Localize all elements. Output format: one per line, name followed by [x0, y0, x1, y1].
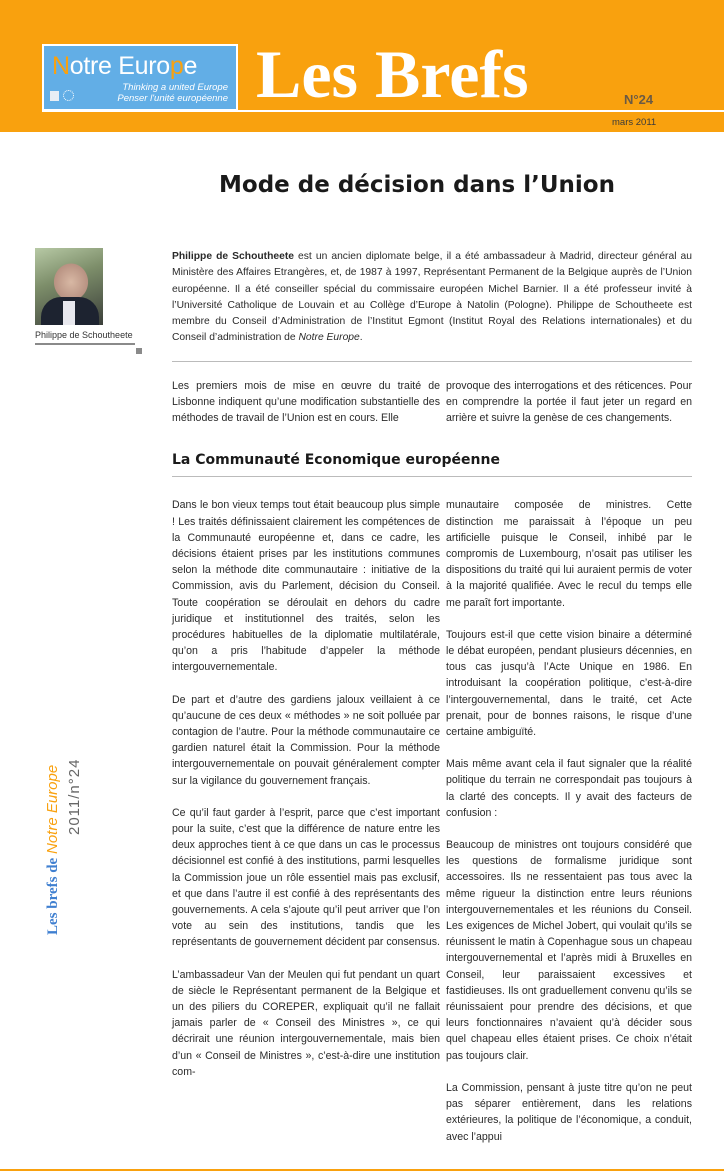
article	[172, 0, 692, 1165]
body-columns	[172, 497, 692, 1144]
paragraph: Dans le bon vieux temps tout était beaucoup plus simple ! Les traités définissaient clairement les compétences de la Communauté européenne et, dans ce cadre, les décisions étaient prises par les institutions communes selon la méthode dite communautaire : initiative de la Commission, avis du Parlement, décision du Conseil. Toute coopération se déroulait en dehors du cadre juridique et institutionnel des traités, selon les procédures habituelles de la diplomatie multilatérale, qu’on a pris l’habitude d’appeler la méthode intergouvernementale.	[172, 499, 440, 674]
footer-rule	[0, 1169, 724, 1171]
issue-number: N°24	[624, 92, 654, 107]
paragraph: Toujours est-il que cette vision binaire a déterminé le débat européen, pendant plusieurs décennies, en tous cas jusqu’à l’Acte Unique en 1986. En introduisant la coopération politique, c’est-à-dire l’intergouvernemental, dans le traité, cet Acte prenait, pour de bonnes raisons, le risque d’une certaine ambiguïté.	[446, 628, 692, 739]
book-icon	[50, 91, 59, 101]
paragraph: Mais même avant cela il faut signaler que la réalité politique du terrain ne correspondait pas toujours à la clarté des concepts. Il y avait des facteurs de confusion :	[446, 758, 692, 819]
series-title: Les Brefs	[256, 36, 529, 112]
intro	[172, 378, 692, 427]
author-photo	[35, 248, 103, 325]
paragraph: La Commission, pensant à juste titre qu’on ne peut pas séparer entièrement, dans les relations extérieures, la politique de l’économique, a conduit, avec l’appui	[446, 1081, 692, 1143]
divider	[172, 476, 692, 477]
photo-caption: Philippe de Schoutheete	[35, 330, 133, 340]
page-title: Mode de décision dans l’Union	[219, 172, 615, 198]
eu-stars-icon	[63, 90, 74, 101]
caption-square	[136, 348, 142, 354]
caption-divider	[35, 343, 135, 345]
right-column	[446, 497, 692, 1144]
logo-name: Notre Europe	[52, 52, 198, 80]
sidebar-issue: 2011/n°24	[66, 758, 83, 835]
logo-tagline: Thinking a united Europe Penser l'unité européenne	[117, 82, 228, 104]
intro-left: Les premiers mois de mise en œuvre du traité de Lisbonne indiquent qu’une modification substantielle des méthodes de travail de l’Union est en cours. Elle	[172, 379, 440, 425]
author-bio: Philippe de Schoutheete est un ancien diplomate belge, il a été ambassadeur à Madrid, directeur général au Ministère des Affaires Etrangères, et, de 1987 à 1997, Représentant Permanent de la Belgique auprès de l’Union européenne. Il a été conseiller spécial du commissaire européen Michel Barnier. Il a été professeur invité à l’Université Catholique de Louvain et au Collège d’Europe à Natolin (Pologne). Philippe de Schoutheete est membre du Conseil d’Administration de l’Institut Egmont (Institut Royal des Relations internationales) et du Conseil d’administration de Notre Europe.	[172, 251, 693, 344]
paragraph: munautaire composée de ministres. Cette distinction me paraissait à l’époque un peu artificielle puisque le Conseil, inhibé par le compromis de Luxembourg, n’osait pas utiliser les dispositions du traité qui lui auraient permis de voter à la majorité qualifiée. Avec le recul du temps elle me paraît fort importante.	[446, 499, 692, 609]
divider	[172, 361, 692, 362]
paragraph: L’ambassadeur Van der Meulen qui fut pendant un quart de siècle le Représentant permanent de la Belgique et un des piliers du COREPER, expliquait qu’il ne fallait jamais parler de « Conseil des Ministres », ce qui décrirait une réunion intergouvernementale, mais bien d’un « Conseil de Ministres », c’est-à-dire une institution com-	[172, 968, 440, 1078]
left-column	[172, 497, 440, 1144]
section-heading: La Communauté Economique européenne	[172, 452, 500, 469]
paragraph: De part et d’autre des gardiens jaloux veillaient à ce qu’aucune de ces deux « méthodes » ne soit polluée par contagion de l’autre. Pour la méthode communautaire ce gardien naturel était la Commission. Pour la méthode intergouvernementale on pouvait généralement compter sur la vigilance du gouvernement français.	[172, 693, 440, 787]
intro-right: provoque des interrogations et des réticences. Pour en comprendre la portée il faut jeter un regard en arrière et suivre la genèse de ces changements.	[446, 379, 692, 425]
issue-date: mars 2011	[612, 117, 657, 128]
paragraph: Ce qu’il faut garder à l’esprit, parce que c’est important pour la suite, c’est que la différence de nature entre les deux approches tient à ce que dans un cas le processus décisionnel est confié à des institutions, parmi lesquelles la Commission joue un rôle essentiel mais pas exclusif, et que dans l’autre il est confié à des représentants des gouvernements. A cela s’ajoute qu’il peut arriver que l’on vote au sein des institutions, tandis que les représentants de gouvernement décident par consensus.	[172, 806, 440, 949]
sidebar-series-label: Les brefs de Notre Europe	[44, 764, 61, 935]
paragraph: Beaucoup de ministres ont toujours considéré que les questions de formalisme juridique sont accessoires. Ils ne ressentaient pas tous avec la même rigueur la distinction entre leurs réunions intergouvernementales et les réunions du Conseil. Les exigences de Michel Jobert, qui voulait qu’ils se réunissent le matin à Copenhague sous un chapeau intergouvernemental et l’après midi à Bruxelles en Conseil, leur paraissaient excessives et fastidieuses. Ils ont graduellement convenu qu’ils se réunissaient pour prendre des décisions, et que leurs fonctionnaires n’avaient qu’à décider sous quel chapeau elles étaient prises. Ce choix n’était pas toujours clair.	[446, 839, 692, 1062]
